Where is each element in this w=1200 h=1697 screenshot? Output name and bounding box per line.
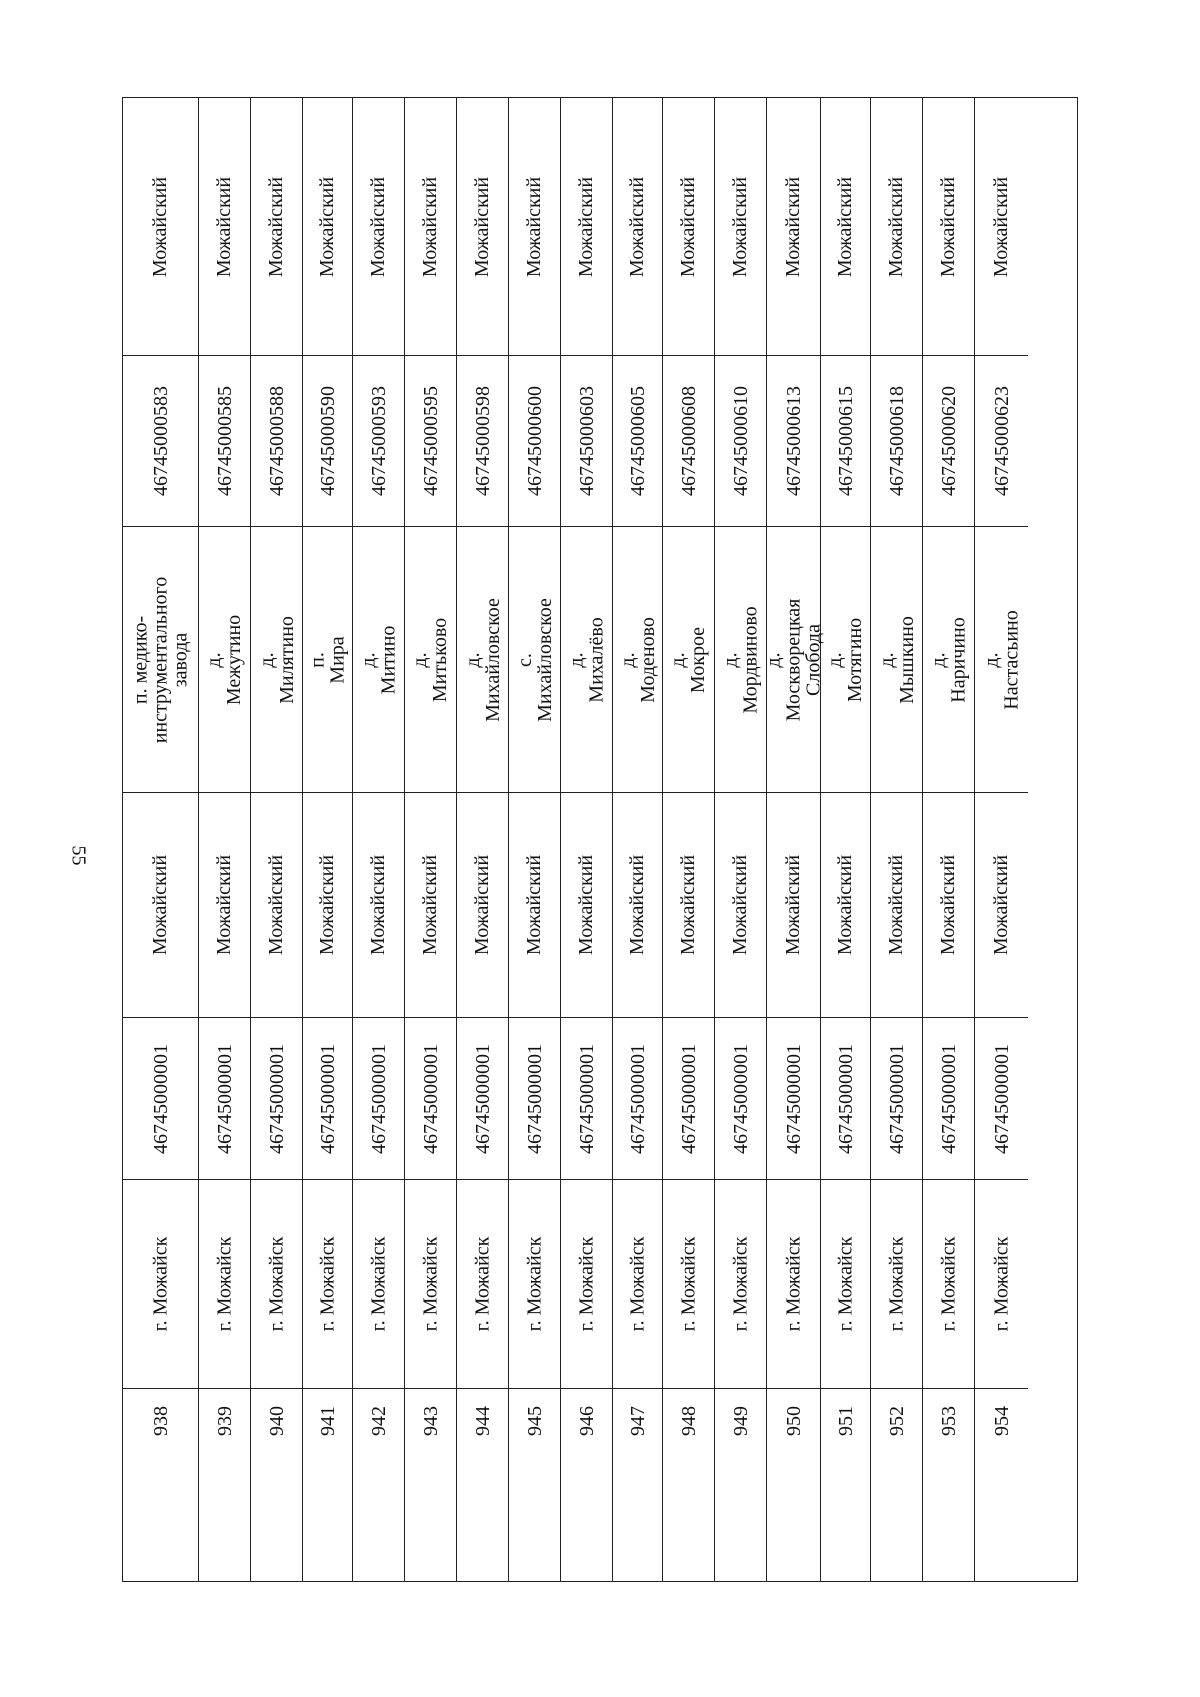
district2-text: Можайский — [990, 176, 1013, 277]
num-text: 954 — [990, 1406, 1013, 1436]
table-row — [613, 98, 663, 1581]
table-row — [509, 98, 561, 1581]
settlement-code-text: 46745000615 — [834, 386, 857, 496]
cell-district2 — [303, 98, 352, 356]
cell-district2 — [251, 98, 302, 356]
cell-district2 — [871, 98, 922, 356]
cell-settlement — [975, 527, 1028, 793]
district2-text: Можайский — [834, 176, 857, 277]
district2-text: Можайский — [213, 176, 236, 277]
city-text: г. Можайск — [149, 1236, 172, 1332]
cell-city — [457, 1180, 508, 1389]
cell-district — [871, 793, 922, 1018]
cell-district2 — [509, 98, 560, 356]
settlement-code-text: 46745000613 — [782, 386, 805, 496]
district-text: Можайский — [575, 854, 598, 956]
district-text: Можайский — [626, 854, 649, 956]
cell-district — [509, 793, 560, 1018]
cell-city — [715, 1180, 766, 1389]
city-text: г. Можайск — [782, 1236, 805, 1332]
district2-text: Можайский — [575, 176, 598, 277]
city-text: г. Можайск — [677, 1236, 700, 1332]
cell-city — [923, 1180, 974, 1389]
cell-settlement — [353, 527, 404, 793]
cell-settlement — [303, 527, 352, 793]
settlement-text: с. Михайловское — [513, 597, 556, 722]
settlement-text: д. Межутино — [203, 614, 246, 705]
cell-city — [199, 1180, 250, 1389]
cell-city-code — [975, 1018, 1028, 1180]
settlement-text: д. Митьково — [409, 617, 452, 702]
district-text: Можайский — [149, 854, 172, 956]
cell-city — [303, 1180, 352, 1389]
cell-settlement — [715, 527, 766, 793]
cell-city — [405, 1180, 456, 1389]
table-row — [405, 98, 457, 1581]
table-row — [353, 98, 405, 1581]
cell-settlement-code — [975, 356, 1028, 527]
cell-district2 — [663, 98, 714, 356]
city-text: г. Можайск — [885, 1236, 908, 1332]
district2-text: Можайский — [316, 176, 339, 277]
cell-num — [923, 1389, 974, 1583]
settlement-code-text: 46745000590 — [316, 386, 339, 496]
settlement-code-text: 46745000603 — [575, 386, 598, 496]
district2-text: Можайский — [471, 176, 494, 277]
cell-city-code — [561, 1018, 612, 1180]
cell-num — [821, 1389, 870, 1583]
district2-text: Можайский — [626, 176, 649, 277]
cell-settlement-code — [457, 356, 508, 527]
cell-num — [663, 1389, 714, 1583]
settlement-code-text: 46745000588 — [265, 386, 288, 496]
city-code-text: 46745000001 — [523, 1043, 546, 1154]
cell-city-code — [199, 1018, 250, 1180]
cell-city — [871, 1180, 922, 1389]
district2-text: Можайский — [885, 176, 908, 277]
district-text: Можайский — [885, 854, 908, 956]
cell-city-code — [871, 1018, 922, 1180]
city-code-text: 46745000001 — [367, 1043, 390, 1154]
cell-district — [715, 793, 766, 1018]
district2-text: Можайский — [782, 176, 805, 277]
cell-num — [871, 1389, 922, 1583]
table-row — [303, 98, 353, 1581]
city-text: г. Можайск — [265, 1236, 288, 1332]
cell-settlement-code — [871, 356, 922, 527]
num-text: 938 — [149, 1406, 172, 1436]
city-text: г. Можайск — [523, 1236, 546, 1332]
cell-city-code — [123, 1018, 198, 1180]
cell-district — [251, 793, 302, 1018]
cell-num — [561, 1389, 612, 1583]
city-code-text: 46745000001 — [316, 1043, 339, 1154]
city-text: г. Можайск — [213, 1236, 236, 1332]
cell-num — [715, 1389, 766, 1583]
settlement-code-text: 46745000605 — [626, 386, 649, 496]
city-text: г. Можайск — [575, 1236, 598, 1332]
cell-city-code — [509, 1018, 560, 1180]
city-code-text: 46745000001 — [782, 1043, 805, 1154]
settlement-text: д. Мотягино — [824, 617, 867, 702]
city-text: г. Можайск — [367, 1236, 390, 1332]
cell-city — [353, 1180, 404, 1389]
city-code-text: 46745000001 — [729, 1043, 752, 1154]
cell-district — [561, 793, 612, 1018]
cell-city-code — [767, 1018, 820, 1180]
district-text: Можайский — [782, 854, 805, 956]
city-text: г. Можайск — [419, 1236, 442, 1332]
settlement-text: д. Москворецкая Слобода — [762, 598, 825, 721]
city-code-text: 46745000001 — [834, 1043, 857, 1154]
cell-city — [663, 1180, 714, 1389]
num-text: 952 — [885, 1406, 908, 1436]
district2-text: Можайский — [149, 176, 172, 277]
settlement-text: д. Михалёво — [565, 616, 608, 703]
district2-text: Можайский — [729, 176, 752, 277]
cell-district2 — [715, 98, 766, 356]
cell-city-code — [923, 1018, 974, 1180]
num-text: 941 — [316, 1406, 339, 1436]
cell-city-code — [353, 1018, 404, 1180]
num-text: 947 — [626, 1406, 649, 1436]
cell-district — [923, 793, 974, 1018]
city-text: г. Можайск — [937, 1236, 960, 1332]
city-text: г. Можайск — [316, 1236, 339, 1332]
district2-text: Можайский — [523, 176, 546, 277]
cell-district2 — [123, 98, 198, 356]
district-text: Можайский — [471, 854, 494, 956]
district-text: Можайский — [265, 854, 288, 956]
data-table — [122, 97, 1078, 1582]
cell-num — [199, 1389, 250, 1583]
settlement-code-text: 46745000598 — [471, 386, 494, 496]
cell-settlement-code — [561, 356, 612, 527]
num-text: 953 — [937, 1406, 960, 1436]
cell-settlement-code — [767, 356, 820, 527]
num-text: 942 — [367, 1406, 390, 1436]
cell-district2 — [199, 98, 250, 356]
cell-district — [123, 793, 198, 1018]
cell-city — [123, 1180, 198, 1389]
cell-settlement-code — [251, 356, 302, 527]
cell-num — [123, 1389, 198, 1583]
num-text: 944 — [471, 1406, 494, 1436]
settlement-code-text: 46745000610 — [729, 386, 752, 496]
page-number — [68, 835, 88, 875]
table-row — [199, 98, 251, 1581]
city-code-text: 46745000001 — [575, 1043, 598, 1154]
cell-num — [975, 1389, 1028, 1583]
cell-district — [613, 793, 662, 1018]
cell-city-code — [303, 1018, 352, 1180]
cell-district — [199, 793, 250, 1018]
cell-district2 — [821, 98, 870, 356]
cell-settlement-code — [663, 356, 714, 527]
city-code-text: 46745000001 — [471, 1043, 494, 1154]
settlement-text: д. Настасьино — [980, 609, 1023, 710]
num-text: 943 — [419, 1406, 442, 1436]
table-row — [762, 98, 825, 1581]
cell-settlement — [123, 527, 198, 793]
cell-district — [767, 793, 820, 1018]
cell-settlement-code — [923, 356, 974, 527]
table-row — [871, 98, 923, 1581]
cell-settlement — [457, 527, 508, 793]
cell-settlement — [251, 527, 302, 793]
cell-settlement-code — [509, 356, 560, 527]
cell-district — [353, 793, 404, 1018]
city-text: г. Можайск — [834, 1236, 857, 1332]
district-text: Можайский — [419, 854, 442, 956]
cell-num — [767, 1389, 820, 1583]
cell-settlement — [663, 527, 714, 793]
cell-settlement-code — [199, 356, 250, 527]
cell-city-code — [251, 1018, 302, 1180]
cell-settlement — [923, 527, 974, 793]
settlement-text: д. Митино — [357, 625, 400, 694]
table-row — [715, 98, 767, 1581]
settlement-code-text: 46745000623 — [990, 386, 1013, 496]
settlement-code-text: 46745000618 — [885, 386, 908, 496]
district-text: Можайский — [937, 854, 960, 956]
num-text: 939 — [213, 1406, 236, 1436]
cell-district — [975, 793, 1028, 1018]
district2-text: Можайский — [265, 176, 288, 277]
district2-text: Можайский — [677, 176, 700, 277]
cell-district2 — [975, 98, 1028, 356]
num-text: 940 — [265, 1406, 288, 1436]
num-text: 945 — [523, 1406, 546, 1436]
district2-text: Можайский — [367, 176, 390, 277]
cell-district — [405, 793, 456, 1018]
table-row — [561, 98, 613, 1581]
cell-num — [303, 1389, 352, 1583]
cell-district — [303, 793, 352, 1018]
cell-district2 — [353, 98, 404, 356]
district-text: Можайский — [990, 854, 1013, 956]
cell-district2 — [457, 98, 508, 356]
cell-num — [613, 1389, 662, 1583]
cell-city — [561, 1180, 612, 1389]
table-row — [457, 98, 509, 1581]
cell-settlement-code — [821, 356, 870, 527]
table-row — [123, 98, 199, 1581]
table-row — [663, 98, 715, 1581]
cell-city-code — [821, 1018, 870, 1180]
cell-district2 — [561, 98, 612, 356]
table-row — [251, 98, 303, 1581]
cell-settlement-code — [123, 356, 198, 527]
city-text: г. Можайск — [729, 1236, 752, 1332]
table-row — [821, 98, 871, 1581]
num-text: 946 — [575, 1406, 598, 1436]
settlement-text: д. Наричино — [927, 616, 970, 703]
city-code-text: 46745000001 — [885, 1043, 908, 1154]
settlement-text: д. Михайловское — [461, 597, 504, 722]
cell-settlement — [405, 527, 456, 793]
cell-settlement-code — [353, 356, 404, 527]
settlement-text: д. Мышкино — [875, 615, 918, 704]
cell-city — [509, 1180, 560, 1389]
cell-num — [509, 1389, 560, 1583]
city-code-text: 46745000001 — [419, 1043, 442, 1154]
city-code-text: 46745000001 — [149, 1043, 172, 1154]
page-number-text: 55 — [67, 845, 90, 865]
cell-district — [821, 793, 870, 1018]
cell-num — [251, 1389, 302, 1583]
city-code-text: 46745000001 — [937, 1043, 960, 1154]
cell-district2 — [923, 98, 974, 356]
cell-settlement — [199, 527, 250, 793]
settlement-code-text: 46745000595 — [419, 386, 442, 496]
settlement-code-text: 46745000583 — [149, 386, 172, 496]
cell-city-code — [663, 1018, 714, 1180]
settlement-code-text: 46745000600 — [523, 386, 546, 496]
cell-city-code — [457, 1018, 508, 1180]
city-text: г. Можайск — [471, 1236, 494, 1332]
district-text: Можайский — [834, 854, 857, 956]
district-text: Можайский — [677, 854, 700, 956]
cell-num — [353, 1389, 404, 1583]
city-code-text: 46745000001 — [265, 1043, 288, 1154]
district-text: Можайский — [729, 854, 752, 956]
settlement-text: д. Мокрое — [667, 626, 710, 693]
cell-district — [663, 793, 714, 1018]
settlement-code-text: 46745000620 — [937, 386, 960, 496]
settlement-text: д. Милятино — [255, 615, 298, 704]
settlement-code-text: 46745000585 — [213, 386, 236, 496]
num-text: 950 — [782, 1406, 805, 1436]
cell-settlement — [509, 527, 560, 793]
district-text: Можайский — [523, 854, 546, 956]
cell-district2 — [767, 98, 820, 356]
district-text: Можайский — [367, 854, 390, 956]
table-row — [923, 98, 975, 1581]
city-text: г. Можайск — [990, 1236, 1013, 1332]
cell-city-code — [715, 1018, 766, 1180]
cell-city — [975, 1180, 1028, 1389]
city-text: г. Можайск — [626, 1236, 649, 1332]
cell-settlement — [821, 527, 870, 793]
district-text: Можайский — [316, 854, 339, 956]
cell-num — [457, 1389, 508, 1583]
cell-num — [405, 1389, 456, 1583]
district2-text: Можайский — [419, 176, 442, 277]
cell-district — [457, 793, 508, 1018]
cell-settlement-code — [303, 356, 352, 527]
cell-city-code — [405, 1018, 456, 1180]
cell-district2 — [613, 98, 662, 356]
settlement-code-text: 46745000593 — [367, 386, 390, 496]
city-code-text: 46745000001 — [990, 1043, 1013, 1154]
cell-settlement-code — [405, 356, 456, 527]
cell-settlement — [871, 527, 922, 793]
cell-settlement — [762, 527, 825, 793]
cell-city — [767, 1180, 820, 1389]
settlement-text: д. Моденово — [616, 616, 659, 703]
settlement-code-text: 46745000608 — [677, 386, 700, 496]
cell-city — [821, 1180, 870, 1389]
settlement-text: д. Мордвиново — [719, 605, 762, 714]
settlement-text: п. Мира — [306, 635, 349, 684]
cell-city — [251, 1180, 302, 1389]
cell-city-code — [613, 1018, 662, 1180]
cell-settlement-code — [715, 356, 766, 527]
cell-settlement — [613, 527, 662, 793]
city-code-text: 46745000001 — [213, 1043, 236, 1154]
city-code-text: 46745000001 — [677, 1043, 700, 1154]
num-text: 948 — [677, 1406, 700, 1436]
cell-city — [613, 1180, 662, 1389]
city-code-text: 46745000001 — [626, 1043, 649, 1154]
cell-settlement — [561, 527, 612, 793]
num-text: 951 — [834, 1406, 857, 1436]
num-text: 949 — [729, 1406, 752, 1436]
cell-settlement-code — [613, 356, 662, 527]
district-text: Можайский — [213, 854, 236, 956]
settlement-text: п. медико- инструментального завода — [129, 576, 192, 743]
cell-district2 — [405, 98, 456, 356]
table-row — [975, 98, 1028, 1581]
district2-text: Можайский — [937, 176, 960, 277]
